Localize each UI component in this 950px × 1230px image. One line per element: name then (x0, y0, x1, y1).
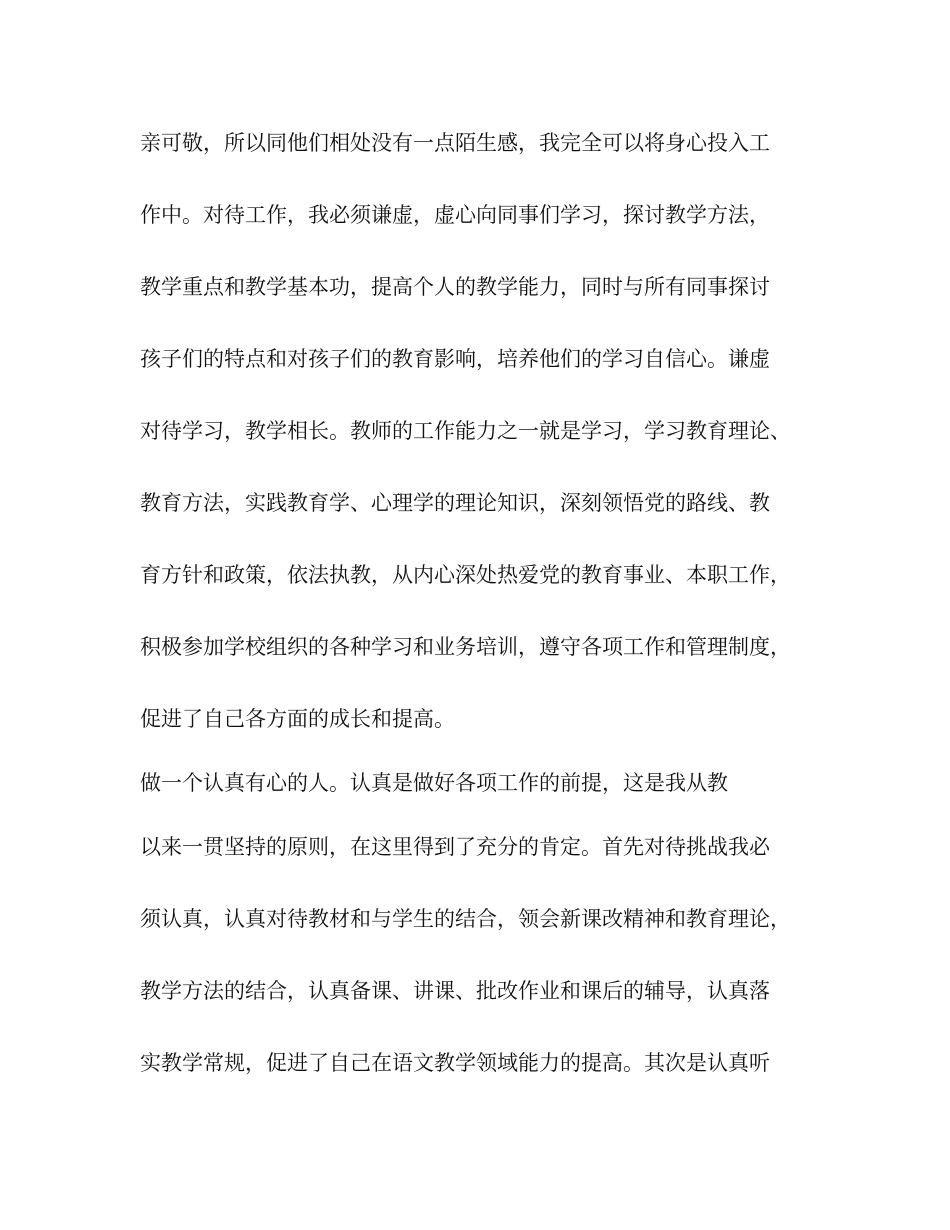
text-line-3: 教学重点和教学基本功，提高个人的教学能力，同时与所有同事探讨 (140, 275, 770, 299)
text-line-14: 实教学常规，促进了自己在语文教学领域能力的提高。其次是认真听 (140, 1051, 770, 1075)
text-line-4: 孩子们的特点和对孩子们的教育影响，培养他们的学习自信心。谦虚 (140, 347, 770, 371)
text-line-7: 育方针和政策，依法执教，从内心深处热爱党的教育事业、本职工作， (140, 563, 791, 587)
text-line-1: 亲可敬，所以同他们相处没有一点陌生感，我完全可以将身心投入工 (140, 131, 770, 155)
text-line-13: 教学方法的结合，认真备课、讲课、批改作业和课后的辅导，认真落 (140, 979, 770, 1003)
text-line-2: 作中。对待工作，我必须谦虚，虚心向同事们学习，探讨教学方法， (140, 203, 770, 227)
text-line-10: 做一个认真有心的人。认真是做好各项工作的前提，这是我从教 (140, 771, 728, 795)
text-line-11: 以来一贯坚持的原则，在这里得到了充分的肯定。首先对待挑战我必 (140, 835, 770, 859)
text-line-9: 促进了自己各方面的成长和提高。 (140, 707, 455, 731)
text-line-5: 对待学习，教学相长。教师的工作能力之一就是学习，学习教育理论、 (140, 419, 791, 443)
text-line-8: 积极参加学校组织的各种学习和业务培训，遵守各项工作和管理制度， (140, 635, 791, 659)
text-line-6: 教育方法，实践教育学、心理学的理论知识，深刻领悟党的路线、教 (140, 491, 770, 515)
text-line-12: 须认真，认真对待教材和与学生的结合，领会新课改精神和教育理论， (140, 907, 791, 931)
